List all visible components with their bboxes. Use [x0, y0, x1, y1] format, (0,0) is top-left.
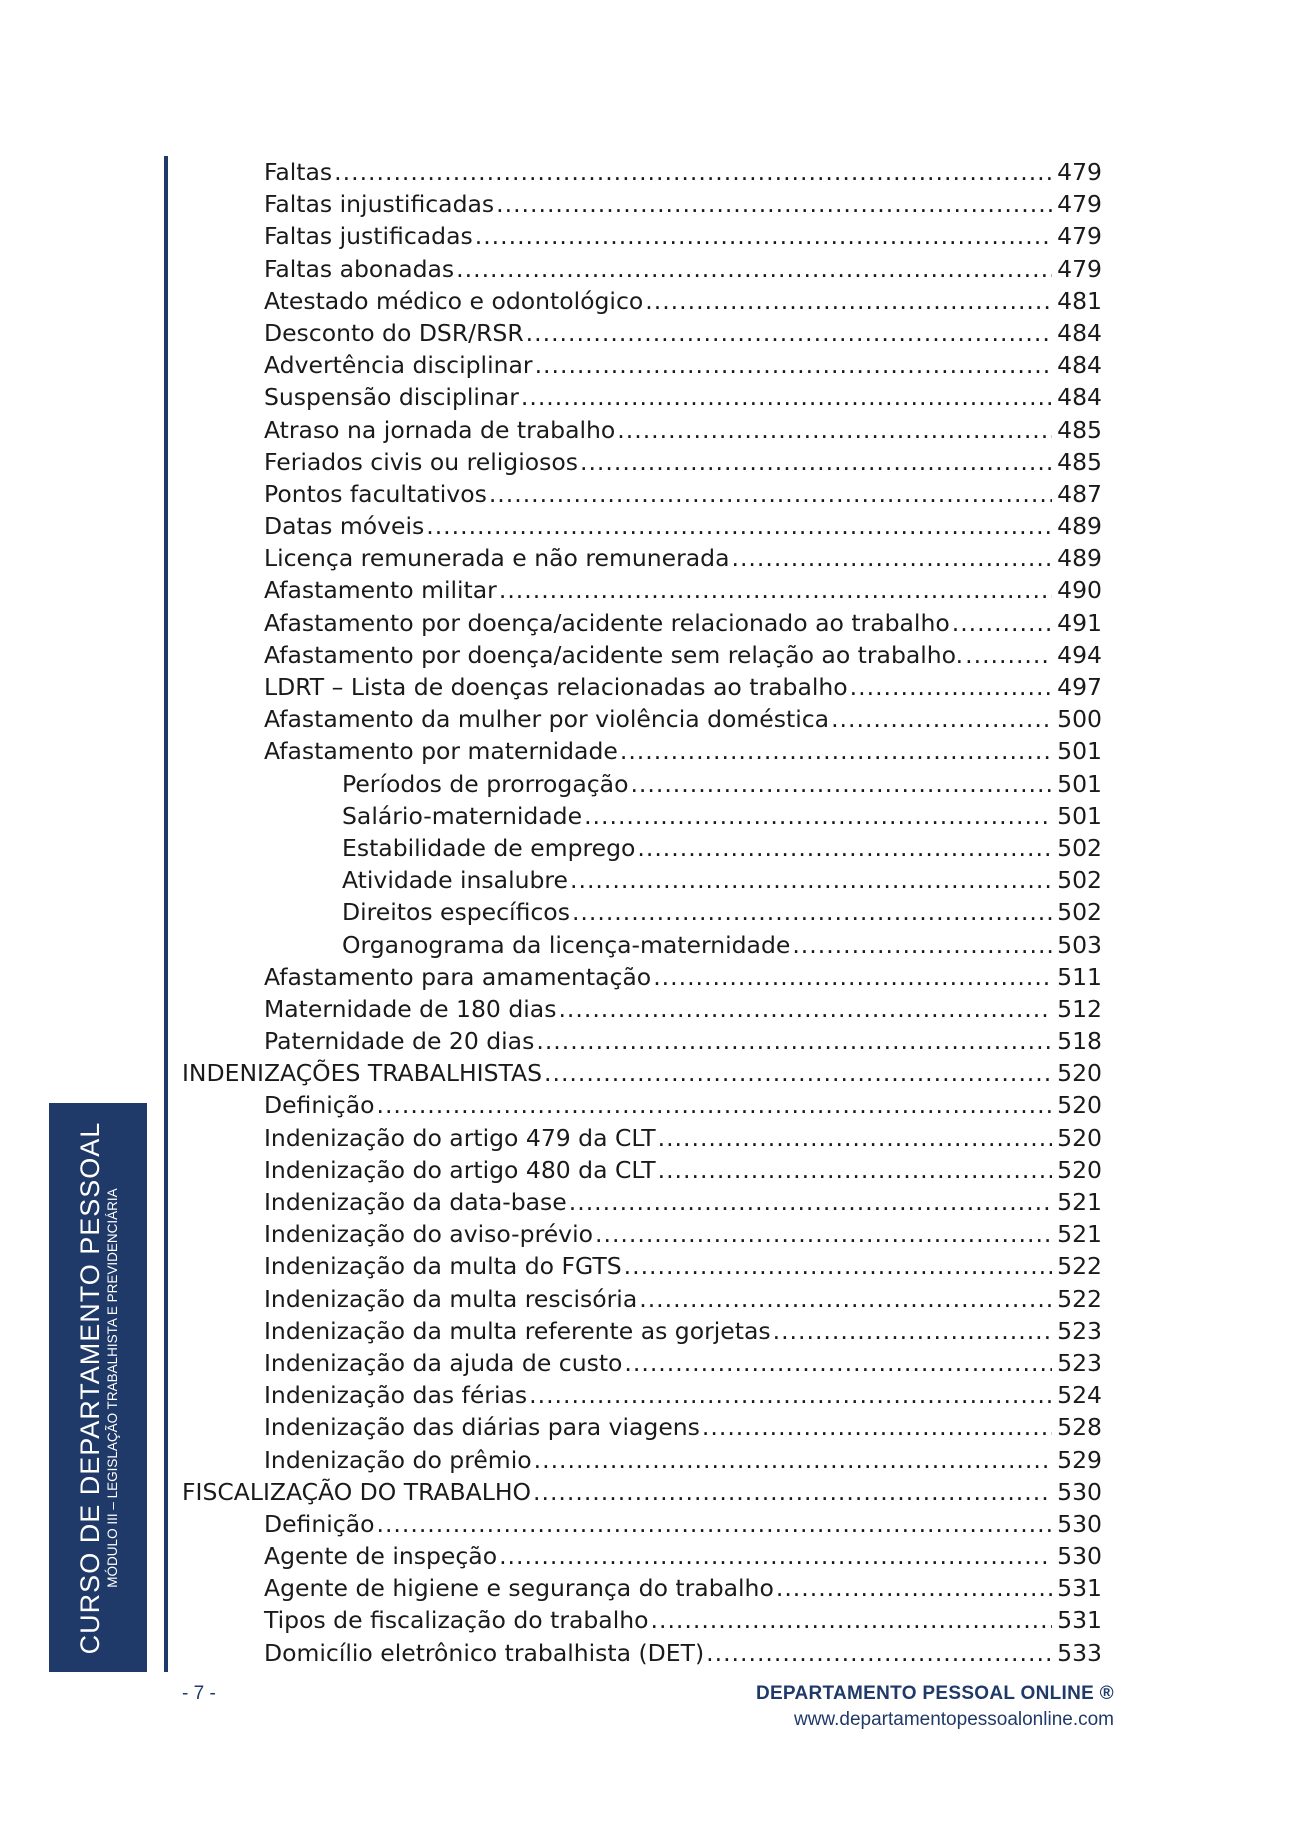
dot-leader [569, 1186, 1052, 1218]
toc-entry[interactable] [182, 542, 1102, 574]
toc-entry-label: LDRT – Lista de doenças relacionadas ao trabalho [264, 673, 848, 701]
toc-entry-page: 497 [1057, 673, 1102, 701]
toc-entry[interactable] [182, 1218, 1102, 1250]
toc-entry-label: Indenização da multa referente as gorjetas [264, 1316, 771, 1345]
toc-entry[interactable] [182, 1154, 1102, 1186]
toc-entry-page: 494 [1057, 640, 1102, 669]
toc-entry-page: 522 [1057, 1284, 1102, 1313]
toc-entry-label: Domicílio eletrônico trabalhista (DET) [264, 1638, 705, 1667]
toc-entry-page: 520 [1057, 1123, 1102, 1152]
toc-entry[interactable] [182, 607, 1102, 639]
toc-entry-page: 481 [1057, 286, 1102, 315]
dot-leader [702, 1411, 1052, 1443]
toc-entry-label: Atestado médico e odontológico [264, 286, 644, 315]
toc-entry[interactable] [182, 1025, 1102, 1057]
dot-leader [521, 381, 1052, 413]
toc-entry-label: Faltas [264, 158, 333, 186]
toc-entry-page: 500 [1057, 705, 1102, 734]
toc-entry-label: Afastamento militar [264, 576, 497, 605]
toc-entry-page: 523 [1057, 1348, 1102, 1377]
toc-entry[interactable] [182, 220, 1102, 252]
toc-entry[interactable] [182, 1347, 1102, 1379]
toc-entry-label: Feriados civis ou religiosos [264, 447, 578, 476]
dot-leader [965, 639, 1052, 671]
toc-entry-page: 484 [1057, 318, 1102, 347]
brand-name: DEPARTAMENTO PESSOAL ONLINE ® [755, 1683, 1114, 1704]
toc-entry-label: Indenização da multa rescisória [264, 1284, 638, 1313]
dot-leader [426, 510, 1052, 542]
dot-leader [773, 1315, 1052, 1347]
toc-entry-label: Licença remunerada e não remunerada [264, 544, 730, 573]
toc-entry-page: 529 [1057, 1445, 1102, 1474]
toc-entry-label: Afastamento para amamentação [264, 962, 652, 991]
toc-entry[interactable] [182, 317, 1102, 349]
toc-entry-page: 530 [1057, 1542, 1102, 1571]
toc-entry-label: Faltas injustificadas [264, 190, 495, 219]
toc-entry-label: Paternidade de 20 dias [264, 1027, 535, 1056]
toc-entry-page: 501 [1057, 737, 1102, 766]
toc-entry[interactable] [182, 961, 1102, 993]
toc-entry-label: Afastamento por doença/acidente sem relação ao trabalho. [264, 640, 964, 669]
dot-leader [544, 1057, 1052, 1089]
toc-subentry[interactable] [182, 800, 1102, 832]
toc-entry-label: Estabilidade de emprego [342, 833, 636, 862]
dot-leader [475, 220, 1052, 252]
toc-entry-label: Datas móveis [264, 512, 425, 541]
dot-leader [850, 671, 1052, 703]
toc-entry-page: 489 [1057, 544, 1102, 573]
toc-entry-label: Advertência disciplinar [264, 351, 533, 380]
toc-entry[interactable] [182, 1379, 1102, 1411]
toc-entry-page: 531 [1057, 1606, 1102, 1635]
dot-leader [584, 800, 1052, 832]
toc-section[interactable] [182, 1057, 1102, 1089]
dot-leader [595, 1218, 1052, 1250]
toc-entry-label: Indenização da ajuda de custo [264, 1348, 623, 1377]
dot-leader [499, 574, 1052, 606]
toc-entry-page: 479 [1057, 158, 1102, 186]
dot-leader [624, 1250, 1052, 1282]
toc-entry-page: 528 [1057, 1413, 1102, 1442]
toc-entry-label: Definição [264, 1091, 375, 1120]
dot-leader [620, 735, 1052, 767]
toc-entry-label: Indenização das diárias para viagens [264, 1413, 700, 1442]
toc-entry[interactable] [182, 703, 1102, 735]
toc-entry[interactable] [182, 1089, 1102, 1121]
dot-leader [637, 832, 1052, 864]
dot-leader [831, 703, 1052, 735]
toc-entry-page: 522 [1057, 1252, 1102, 1281]
toc-entry[interactable] [182, 1283, 1102, 1315]
dot-leader [334, 156, 1052, 188]
toc-entry-label: Maternidade de 180 dias [264, 994, 557, 1023]
toc-section[interactable] [182, 1476, 1102, 1508]
dot-leader [535, 349, 1052, 381]
dot-leader [731, 542, 1052, 574]
toc-entry-page: 501 [1057, 769, 1102, 798]
toc-entry-page: 502 [1057, 898, 1102, 927]
dot-leader [639, 1283, 1052, 1315]
toc-entry-label: Indenização do artigo 480 da CLT [264, 1155, 656, 1184]
toc-entry-label: FISCALIZAÇÃO DO TRABALHO [182, 1477, 532, 1506]
toc-entry[interactable] [182, 671, 1102, 703]
toc-entry[interactable] [182, 510, 1102, 542]
toc-entry-label: Períodos de prorrogação [342, 769, 629, 798]
dot-leader [489, 478, 1052, 510]
dot-leader [533, 1476, 1052, 1508]
toc-entry-page: 520 [1057, 1091, 1102, 1120]
toc-entry-label: Definição [264, 1509, 375, 1538]
toc-subentry[interactable] [182, 832, 1102, 864]
toc-entry-page: 533 [1057, 1638, 1102, 1667]
toc-entry[interactable] [182, 478, 1102, 510]
toc-entry[interactable] [182, 1540, 1102, 1572]
website-url[interactable]: www.departamentopessoalonline.com [793, 1709, 1114, 1730]
toc-subentry[interactable] [182, 864, 1102, 896]
toc-entry-page: 491 [1057, 608, 1102, 637]
toc-entry-page: 501 [1057, 801, 1102, 830]
toc-entry-label: Desconto do DSR/RSR [264, 318, 524, 347]
toc-entry-page: 485 [1057, 415, 1102, 444]
dot-leader [499, 1540, 1052, 1572]
toc-entry-label: Indenização da data-base [264, 1188, 567, 1216]
toc-entry-label: Pontos facultativos [264, 479, 487, 508]
dot-leader [658, 1122, 1052, 1154]
toc-entry-label: Indenização das férias [264, 1381, 528, 1410]
toc-entry[interactable] [182, 1250, 1102, 1282]
dot-leader [376, 1508, 1052, 1540]
toc-entry[interactable] [182, 188, 1102, 220]
toc-entry[interactable] [182, 349, 1102, 381]
toc-entry[interactable] [182, 1508, 1102, 1540]
toc-entry-page: 479 [1057, 254, 1102, 283]
toc-entry-page: 490 [1057, 576, 1102, 605]
dot-leader [536, 1025, 1052, 1057]
dot-leader [570, 864, 1052, 896]
dot-leader [376, 1089, 1052, 1121]
dot-leader [496, 188, 1052, 220]
toc-entry-label: Afastamento por doença/acidente relacionado ao trabalho [264, 608, 950, 637]
toc-entry-label: Indenização do aviso-prévio [264, 1220, 593, 1249]
dot-leader [952, 607, 1052, 639]
toc-entry[interactable] [182, 414, 1102, 446]
dot-leader [529, 1379, 1052, 1411]
sidebar-banner [49, 1103, 147, 1672]
toc-entry-page: 503 [1057, 930, 1102, 959]
dot-leader [651, 1604, 1052, 1636]
toc-entry[interactable] [182, 639, 1102, 671]
toc-entry-page: 523 [1057, 1316, 1102, 1345]
toc-entry[interactable] [182, 993, 1102, 1025]
dot-leader [776, 1572, 1052, 1604]
toc-entry-page: 484 [1057, 351, 1102, 380]
toc-entry-page: 479 [1057, 222, 1102, 251]
toc-entry-page: 502 [1057, 833, 1102, 862]
dot-leader [792, 929, 1052, 961]
dot-leader [653, 961, 1052, 993]
module-subtitle: MÓDULO III – LEGISLAÇÃO TRABALHISTA E PREVIDENCIÁRIA [105, 1187, 120, 1588]
toc-entry[interactable] [182, 156, 1102, 188]
margin-rule [164, 156, 168, 1672]
toc-entry[interactable] [182, 446, 1102, 478]
toc-entry-page: 511 [1057, 962, 1102, 991]
dot-leader [526, 317, 1052, 349]
toc-entry-page: 530 [1057, 1477, 1102, 1506]
toc-entry-label: Salário-maternidade [342, 801, 583, 830]
toc-subentry[interactable] [182, 896, 1102, 928]
toc-entry-page: 479 [1057, 190, 1102, 219]
toc-entry-label: Indenização do prêmio [264, 1445, 532, 1474]
toc-entry[interactable] [182, 1186, 1102, 1218]
dot-leader [630, 768, 1052, 800]
toc-entry-label: Afastamento da mulher por violência doméstica [264, 705, 830, 734]
toc-entry-label: Atividade insalubre [342, 866, 569, 895]
toc-entry-label: Indenização do artigo 479 da CLT [264, 1123, 656, 1152]
toc-entry[interactable] [182, 285, 1102, 317]
toc-entry-page: 521 [1057, 1220, 1102, 1249]
toc-entry-label: Indenização da multa do FGTS [264, 1252, 622, 1281]
dot-leader [456, 253, 1052, 285]
dot-leader [658, 1154, 1052, 1186]
toc-entry-page: 530 [1057, 1509, 1102, 1538]
toc-entry[interactable] [182, 1637, 1102, 1669]
toc-entry-label: Agente de inspeção [264, 1542, 498, 1571]
toc-entry-label: INDENIZAÇÕES TRABALHISTAS [182, 1059, 543, 1088]
toc-entry-page: 518 [1057, 1027, 1102, 1056]
toc-entry-label: Faltas justificadas [264, 222, 473, 251]
toc-subentry[interactable] [182, 929, 1102, 961]
dot-leader [580, 446, 1052, 478]
toc-entry-label: Atraso na jornada de trabalho [264, 415, 616, 444]
toc-entry-label: Afastamento por maternidade [264, 737, 618, 766]
toc-entry-page: 484 [1057, 383, 1102, 412]
toc-entry[interactable] [182, 1122, 1102, 1154]
dot-leader [617, 414, 1052, 446]
toc-entry[interactable] [182, 1572, 1102, 1604]
toc-subentry[interactable] [182, 768, 1102, 800]
toc-entry-label: Tipos de fiscalização do trabalho [264, 1606, 649, 1635]
toc-entry-label: Faltas abonadas [264, 254, 455, 283]
toc-entry-page: 489 [1057, 512, 1102, 541]
dot-leader [558, 993, 1052, 1025]
toc-entry-page: 524 [1057, 1381, 1102, 1410]
dot-leader [572, 896, 1052, 928]
toc-entry[interactable] [182, 1444, 1102, 1476]
toc-entry[interactable] [182, 574, 1102, 606]
toc-entry[interactable] [182, 1315, 1102, 1347]
dot-leader [706, 1637, 1052, 1669]
table-of-contents [182, 156, 1102, 1669]
course-title: CURSO DE DEPARTAMENTO PESSOAL [75, 1121, 105, 1654]
toc-entry[interactable] [182, 253, 1102, 285]
sidebar-text [75, 1108, 121, 1668]
dot-leader [624, 1347, 1052, 1379]
toc-entry-label: Direitos específicos [342, 898, 570, 927]
toc-entry-label: Organograma da licença-maternidade [342, 930, 791, 959]
toc-entry-label: Suspensão disciplinar [264, 383, 519, 412]
toc-entry-page: 520 [1057, 1059, 1102, 1088]
toc-entry-page: 487 [1057, 479, 1102, 508]
dot-leader [645, 285, 1052, 317]
toc-entry[interactable] [182, 1411, 1102, 1443]
toc-entry[interactable] [182, 1604, 1102, 1636]
toc-entry[interactable] [182, 735, 1102, 767]
toc-entry-page: 521 [1057, 1188, 1102, 1216]
toc-entry-page: 485 [1057, 447, 1102, 476]
toc-entry[interactable] [182, 381, 1102, 413]
toc-entry-page: 502 [1057, 866, 1102, 895]
toc-entry-page: 520 [1057, 1155, 1102, 1184]
toc-entry-label: Agente de higiene e segurança do trabalho [264, 1574, 774, 1603]
dot-leader [534, 1444, 1052, 1476]
page-number: - 7 - [182, 1683, 216, 1704]
toc-entry-page: 512 [1057, 994, 1102, 1023]
toc-entry-page: 531 [1057, 1574, 1102, 1603]
